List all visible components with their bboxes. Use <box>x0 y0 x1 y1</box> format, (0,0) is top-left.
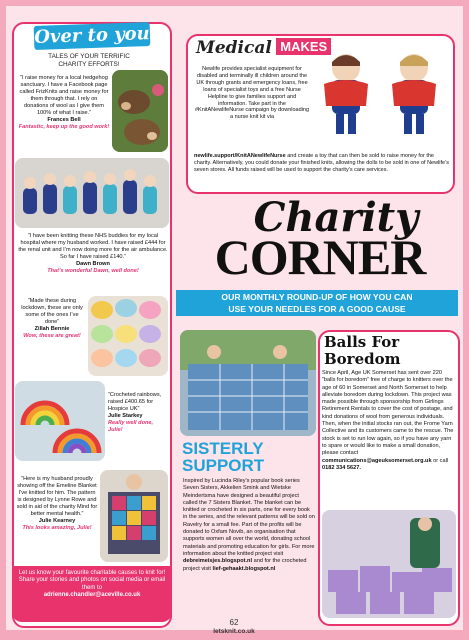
cta-email-link[interactable]: adrienne.chandler@aceville.co.uk <box>43 592 141 599</box>
sisterly-title: SISTERLY SUPPORT <box>182 439 265 475</box>
newlife-link[interactable]: newlife.support/KnitANewlifeNurse <box>194 153 286 159</box>
makes-word: MAKES <box>276 38 331 55</box>
knitted-project-link[interactable]: debreimeisjes.blogspot.nl <box>183 558 253 565</box>
balls-body: Since April, Age UK Somerset has sent over 220 “balls for boredom” free of charge to knitters over the age of 60 in Somerset and North Somerset to help alleviate boredom during lockdown. This project was made possible through sponsorship from Girlings Retirement Rentals to cover the cost of postage, and kind donations of wool from generous individuals. Then, when the initial stocks ran out, the Frome Yarn Collective and its customers came to the rescue. The stock is set to run low again, so if you have any yarn to spare or would like to make a small donation, please contact communications@ageuksomerset.org.uk or call 0182 334 5627. <box>322 370 454 471</box>
corner-title: CORNER <box>214 229 426 285</box>
story-frances-name: Frances Bell <box>47 117 81 123</box>
ageuk-phone: 0182 334 5627. <box>322 464 361 471</box>
story-dawn-reply: That’s wonderful Dawn, well done! <box>47 268 139 274</box>
story-zillah-name: Zillah Bennie <box>34 326 70 332</box>
emeline-blanket-photo <box>100 470 168 562</box>
tagline-banner <box>176 290 458 316</box>
ageuk-email-link[interactable]: communications@ageuksomerset.org.uk <box>322 457 432 464</box>
tagline-line-2: USE YOUR NEEDLES FOR A GOOD CAUSE <box>228 304 406 314</box>
story-zillah-quote: “Made these during lockdown, these are only some of the ones I’ve done” Zillah Bennie Wow, these are great! <box>21 298 83 339</box>
story-julie-kearney-reply: This looks amazing, Julie! <box>22 525 92 531</box>
story-zillah-reply: Wow, these are great! <box>23 333 81 339</box>
story-frances-reply: Fantastic, keep up the good work! <box>18 124 110 130</box>
over-to-you-subtitle: TALES OF YOUR TERRIFIC CHARITY EFFORTS! <box>48 53 130 68</box>
balls-title: Balls For Boredom <box>324 333 401 368</box>
story-julie-starkey-name: Julie Starkey <box>108 413 143 419</box>
medical-body-bottom: newlife.support/KnitANewlifeNurse and create a toy that can then be sold to raise money for the charity. Alternatively, you could donate your finished knits, allowing the dolls to be sold in one of Newlife’s seven stores. All funds raised will be used to support the charity’s care services. <box>194 153 449 173</box>
page-number: 62 <box>229 618 239 627</box>
cta-text: Let us know your favourite charitable causes to knit for! Share your stories and photos on social media or email them to <box>18 570 166 591</box>
sisters-blanket-photo <box>180 330 316 436</box>
medical-body-top: Newlife provides specialist equipment for disabled and terminally ill children around the UK through grants and emergency loans, free loans of specialist toys and a free Nurse Helpline to give families support and information. Take part in the #KnitANewlifeNurse campaign by downloading a nurse knit kit via <box>194 66 310 121</box>
over-to-you-title: Over to you <box>34 22 151 50</box>
nhs-buddies-photo <box>15 158 169 228</box>
story-dawn-name: Dawn Brown <box>76 261 110 267</box>
charity-title: Charity <box>253 194 419 241</box>
baby-hats-photo <box>88 296 168 376</box>
tagline-line-1: OUR MONTHLY ROUND-UP OF HOW YOU CAN <box>221 292 413 302</box>
website[interactable]: letsknit.co.uk <box>213 628 255 635</box>
story-julie-starkey-reply: Really well done, Julie! <box>108 420 154 433</box>
crochet-rainbows-photo <box>15 381 105 461</box>
story-julie-kearney-name: Julie Kearney <box>38 518 76 524</box>
story-frances-quote: “I raise money for a local hedgehog sanctuary. I have a Facebook page called FrizKnits and raise money for them through that. I rely on donations of wool as I give them 100% of what I raise.” Frances Bell Fantastic, keep up the good work! <box>18 75 110 130</box>
story-julie-starkey-quote: “Crocheted rainbows, raised £400.65 for Hospice UK” Julie Starkey Really well done, Julie! <box>108 392 162 433</box>
hedgehog-photo <box>112 70 168 152</box>
crochet-project-link[interactable]: lief-gehaakt.blogspot.nl <box>212 565 276 572</box>
story-julie-kearney-quote: “Here is my husband proudly showing off the Emeline Blanket I’ve knitted for him. The pattern is designed by Lynne Rowe and sold in aid of the charity Mind for better mental health.” Julie Kearney This looks amazing, Julie! <box>16 476 98 531</box>
medical-word: Medical <box>196 38 272 58</box>
cta-box <box>12 566 172 622</box>
sisterly-body: Inspired by Lucinda Riley’s popular book series Seven Sisters, Akkelien Smink and Wietske Meindertsma have designed a beautiful project called the 7 Sisters Blanket. The blanket can be knitted or crocheted in six parts, one for every book in the series, and the relevant patterns will be sold on Ravelry for a small fee. Part of the profits will be donated to Oxfam Novib, an organisation that supports women all over the world, donating school materials and promoting education for girls. For more information about the knitted project visit debreimeisjes.blogspot.nl and for the crocheted project visit lief-gehaakt.blogspot.nl <box>183 478 315 572</box>
balls-of-wool-photo <box>322 510 456 618</box>
nurse-dolls-photo <box>312 46 450 142</box>
story-dawn-quote: “I have been knitting these NHS buddies for my local hospital where my husband worked. I have raised £444 for the renal unit and I’m now doing more for the air ambulance. So far I have raised £140.” Dawn Brown That’s wonderful Dawn, well done! <box>18 233 168 274</box>
